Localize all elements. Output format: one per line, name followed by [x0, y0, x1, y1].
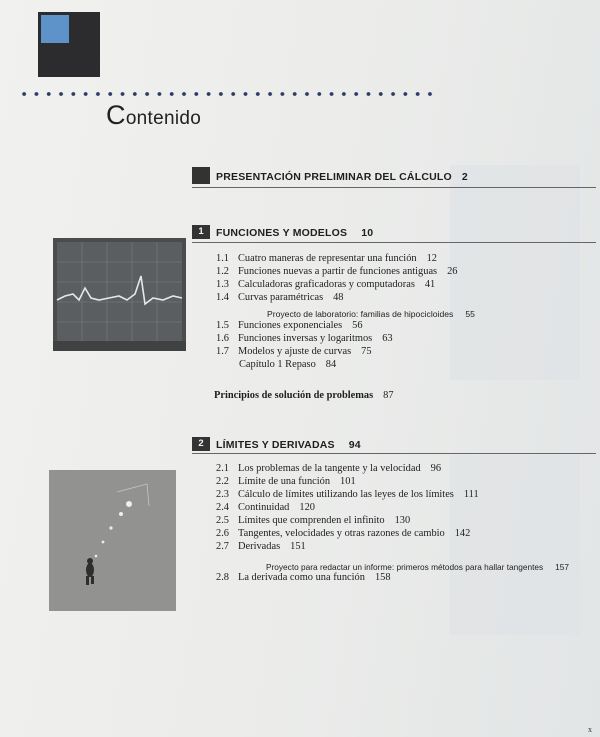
entry-title: Proyecto para redactar un informe: primeros métodos para hallar tangentes [266, 562, 544, 572]
toc-entry[interactable] [216, 515, 410, 526]
toc-entry[interactable] [216, 572, 391, 583]
entry-page: 84 [325, 359, 337, 370]
entry-page: 151 [290, 541, 306, 552]
section-marker [192, 167, 210, 184]
entry-number: 2.7 [216, 541, 229, 552]
entry-number: 2.4 [216, 502, 229, 513]
toc-entry[interactable] [216, 541, 306, 552]
entry-title: Tangentes, velocidades y otras razones de cambio [238, 528, 445, 539]
preliminary-heading [216, 171, 468, 183]
entry-page: 130 [394, 515, 411, 526]
entry-title: Continuidad [238, 502, 290, 513]
toc-entry[interactable] [216, 476, 356, 487]
entry-title: Los problemas de la tangente y la velocidad [238, 463, 421, 474]
chapter-1-heading [216, 227, 373, 239]
entry-page: 96 [430, 463, 442, 474]
entry-title: Cálculo de límites utilizando las leyes de los límites [238, 489, 454, 500]
toc-entry[interactable] [216, 463, 441, 474]
toc-entry[interactable] [216, 320, 363, 331]
entry-page: 101 [340, 476, 356, 487]
entry-page: 12 [426, 253, 437, 264]
toc-entry[interactable] [216, 346, 372, 357]
chapter-1-number: 1 [192, 225, 210, 239]
entry-number: 2.5 [216, 515, 229, 526]
chapter-2-title: LÍMITES Y DERIVADAS [216, 439, 335, 451]
bleed-through-shadow [450, 165, 580, 380]
corner-accent-square [41, 15, 69, 43]
oscilloscope-photo [53, 238, 186, 351]
chapter-2-number: 2 [192, 437, 210, 451]
entry-title: Cuatro maneras de representar una función [238, 253, 417, 264]
toc-entry[interactable] [216, 333, 393, 344]
entry-page: 75 [361, 346, 372, 357]
entry-title: Modelos y ajuste de curvas [238, 346, 352, 357]
entry-page: 26 [447, 266, 458, 277]
page-title-rest: ontenido [125, 108, 202, 129]
page-number: x [588, 725, 592, 734]
bleed-through-shadow [450, 455, 580, 635]
entry-page: 55 [465, 309, 475, 319]
review-entry[interactable] [239, 359, 336, 370]
toc-entry[interactable] [216, 279, 435, 290]
soccer-image [49, 470, 176, 611]
chapter-2-rule [192, 453, 596, 454]
page-title-initial: C [106, 100, 126, 130]
entry-title: Límites que comprenden el infinito [238, 515, 385, 526]
dotted-divider [18, 88, 438, 100]
entry-title: Funciones exponenciales [238, 320, 343, 331]
entry-number: 2.1 [216, 463, 229, 474]
toc-entry[interactable] [216, 528, 470, 539]
toc-entry[interactable] [216, 253, 437, 264]
entry-title: Proyecto de laboratorio: familias de hipocicloides [267, 309, 454, 319]
entry-page: 41 [424, 279, 436, 290]
entry-number: 1.1 [216, 253, 229, 264]
entry-page: 63 [382, 333, 393, 344]
chapter-1-title: FUNCIONES Y MODELOS [216, 227, 348, 239]
entry-page: 157 [555, 562, 570, 572]
entry-page: 56 [352, 320, 363, 331]
entry-number: 2.2 [216, 476, 229, 487]
principles-title: Principios de solución de problemas [214, 390, 374, 401]
chapter-1-page: 10 [361, 227, 374, 239]
entry-title: Curvas paramétricas [238, 292, 324, 303]
entry-title: Derivadas [238, 541, 281, 552]
lab-project-entry[interactable] [267, 309, 475, 319]
entry-number: 1.2 [216, 266, 229, 277]
entry-page: 158 [374, 572, 391, 583]
entry-title: Límite de una función [238, 476, 331, 487]
entry-title: Funciones nuevas a partir de funciones antiguas [238, 266, 438, 277]
page-title [106, 100, 201, 131]
toc-entry[interactable] [216, 502, 315, 513]
entry-number: 1.3 [216, 279, 229, 290]
entry-number: 2.3 [216, 489, 229, 500]
principles-entry[interactable] [214, 390, 394, 401]
entry-number: 2.8 [216, 572, 229, 583]
toc-entry[interactable] [216, 489, 479, 500]
entry-title: Calculadoras graficadoras y computadoras [238, 279, 415, 290]
chapter-2-page: 94 [348, 439, 361, 451]
oscilloscope-image [53, 238, 186, 351]
principles-page: 87 [383, 390, 394, 401]
entry-number: 1.4 [216, 292, 229, 303]
entry-page: 48 [333, 292, 344, 303]
preliminary-page: 2 [461, 171, 468, 183]
report-project-entry[interactable] [266, 562, 569, 572]
entry-title: Capítulo 1 Repaso [239, 359, 316, 370]
entry-number: 2.6 [216, 528, 229, 539]
entry-title: La derivada como una función [238, 572, 365, 583]
toc-entry[interactable] [216, 292, 344, 303]
chapter-2-heading [216, 439, 361, 451]
entry-title: Funciones inversas y logaritmos [238, 333, 373, 344]
entry-number: 1.7 [216, 346, 229, 357]
preliminary-title: PRESENTACIÓN PRELIMINAR DEL CÁLCULO [216, 171, 452, 183]
toc-entry[interactable] [216, 266, 458, 277]
section-rule [192, 187, 596, 188]
entry-number: 1.6 [216, 333, 229, 344]
entry-page: 120 [299, 502, 315, 513]
entry-number: 1.5 [216, 320, 229, 331]
soccer-photo [49, 470, 176, 611]
entry-page: 142 [454, 528, 471, 539]
entry-page: 111 [463, 489, 479, 500]
chapter-1-rule [192, 242, 596, 243]
